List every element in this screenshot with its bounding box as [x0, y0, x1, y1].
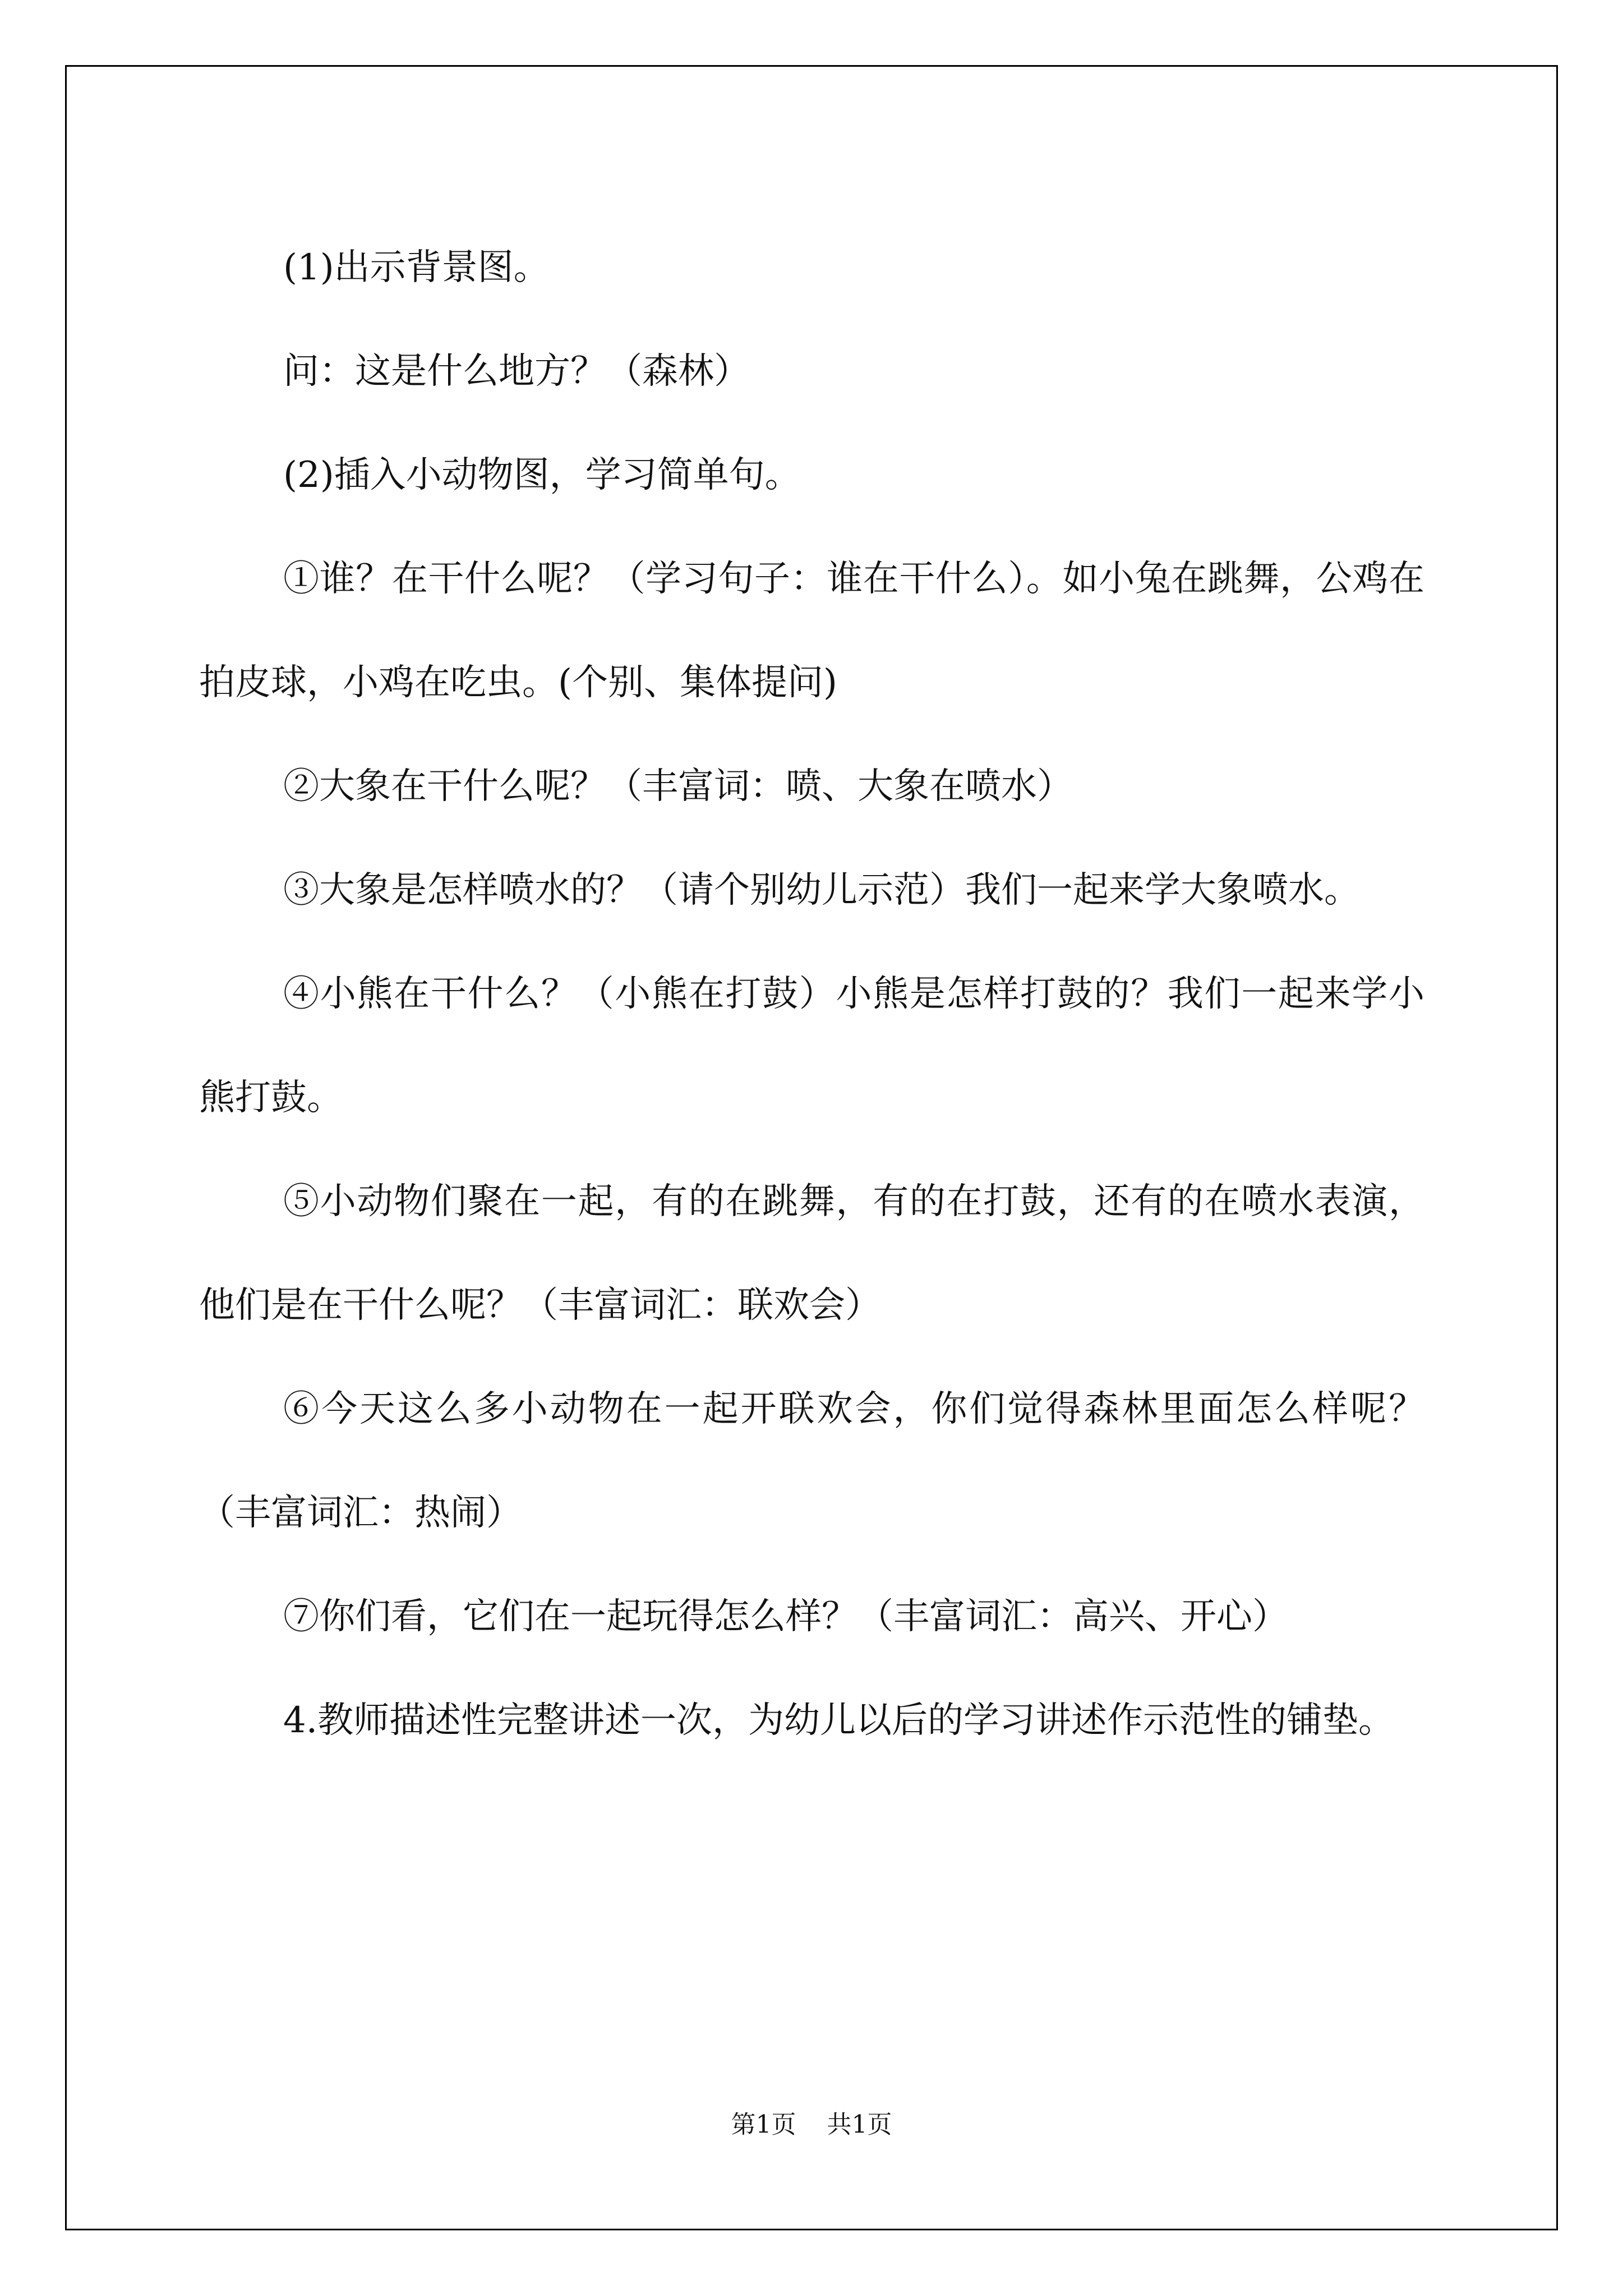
paragraph: ③大象是怎样喷水的？（请个别幼儿示范）我们一起来学大象喷水。 [283, 869, 1360, 911]
paragraph: 4.教师描述性完整讲述一次，为幼儿以后的学习讲述作示范性的铺垫。 [283, 1700, 1395, 1741]
page-footer [0, 2108, 1623, 2142]
paragraph: ①谁？在干什么呢？（学习句子：谁在干什么）。如小兔在跳舞，公鸡在拍皮球，小鸡在吃虫。(个别、集体提问) [199, 558, 1424, 703]
paragraph: ⑥今天这么多小动物在一起开联欢会，你们觉得森林里面怎么样呢？（丰富词汇：热闹） [199, 1388, 1424, 1534]
paragraph: (2)插入小动物图，学习简单句。 [283, 454, 801, 496]
document-body [199, 216, 1424, 1773]
paragraph: ⑦你们看，它们在一起玩得怎么样？（丰富词汇：高兴、开心） [283, 1596, 1288, 1637]
paragraph: ⑤小动物们聚在一起，有的在跳舞，有的在打鼓，还有的在喷水表演，他们是在干什么呢？（丰富词汇：联欢会） [199, 1181, 1424, 1326]
page-number-total: 共1页 [827, 2110, 892, 2139]
paragraph: 问：这是什么地方？（森林） [283, 351, 750, 392]
paragraph: ②大象在干什么呢？（丰富词：喷、大象在喷水） [283, 766, 1073, 807]
paragraph: ④小熊在干什么？（小熊在打鼓）小熊是怎样打鼓的？我们一起来学小熊打鼓。 [199, 973, 1424, 1119]
paragraph: (1)出示背景图。 [283, 247, 550, 288]
page-number-current: 第1页 [731, 2110, 796, 2139]
